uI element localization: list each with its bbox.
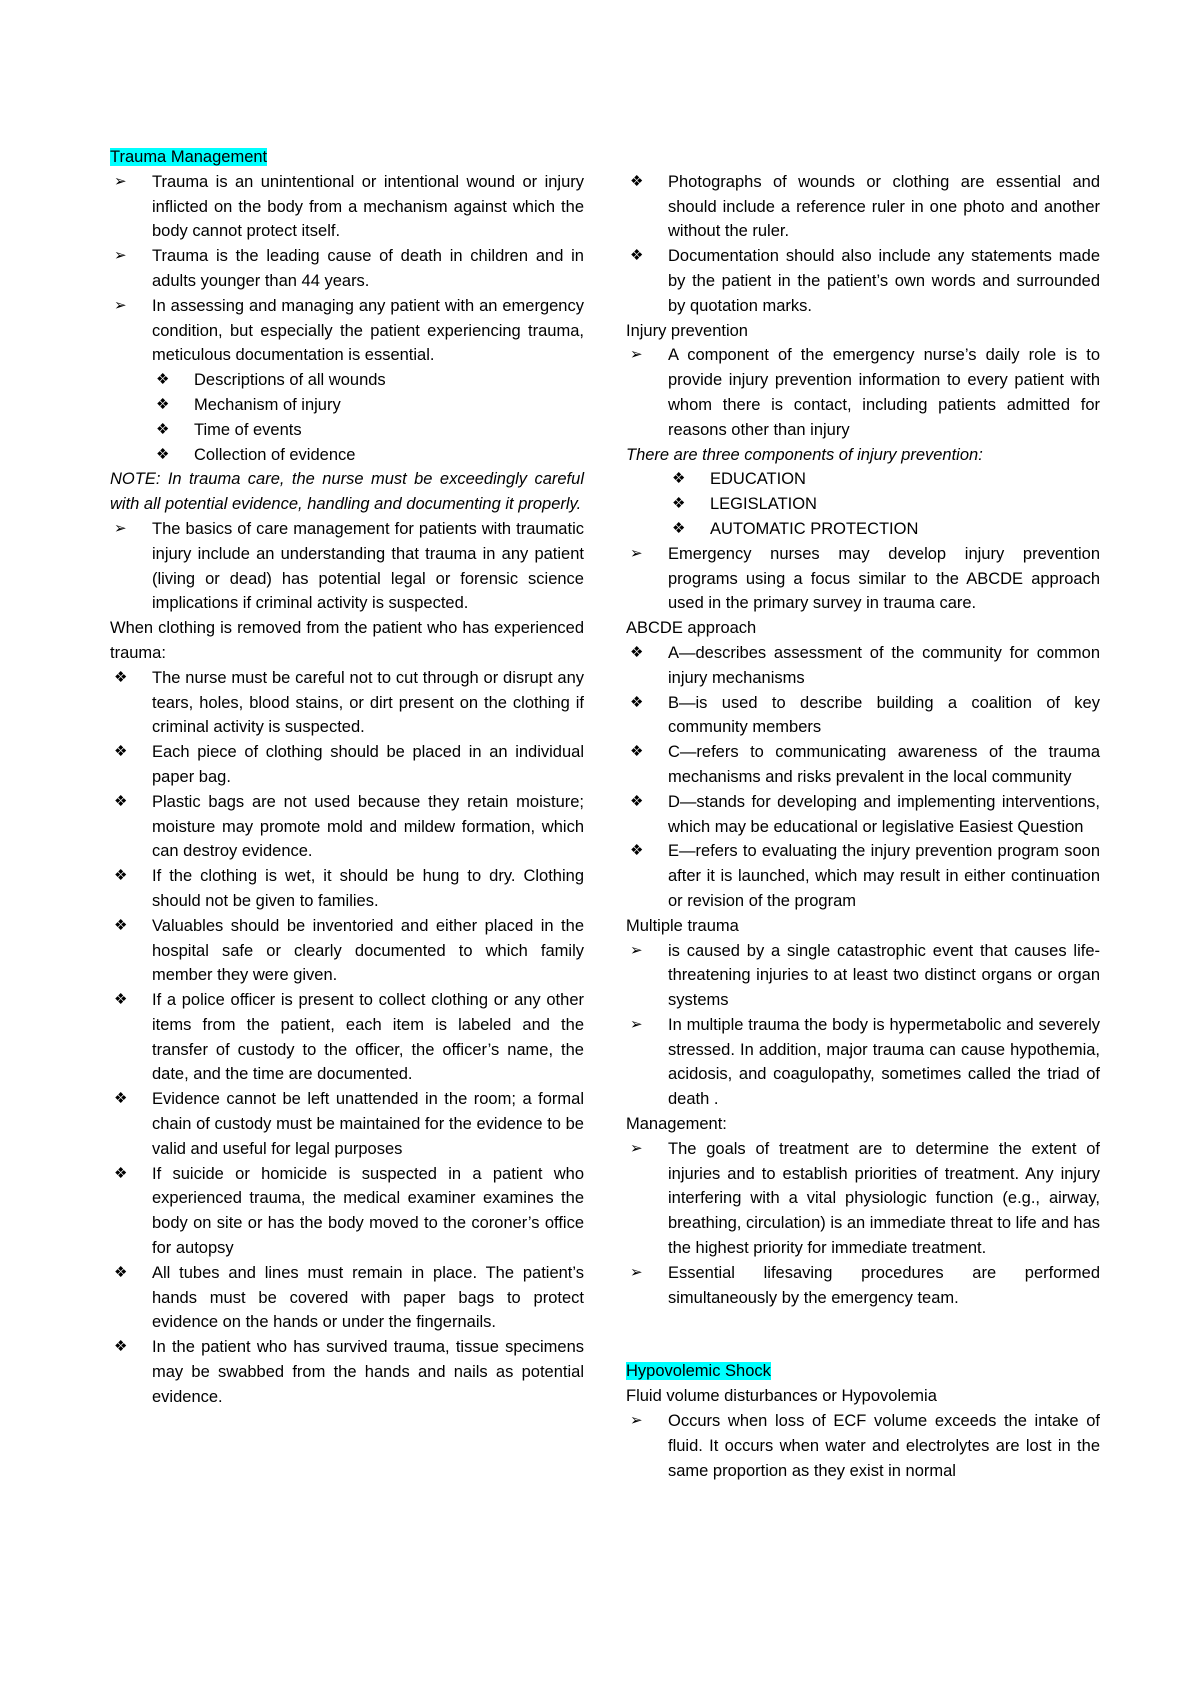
- arrow-bullet-icon: ➢: [114, 519, 127, 537]
- components-note: There are three components of injury prevention:: [626, 445, 983, 464]
- clothing-item: ❖ Each piece of clothing should be placed in an individual paper bag.: [110, 740, 584, 790]
- fluid-volume-heading: Fluid volume disturbances or Hypovolemia: [626, 1387, 937, 1406]
- abcde-item: ❖ C—refers to communicating awareness of the trauma mechanisms and risks prevalent in the local community: [626, 740, 1100, 790]
- component-item: ❖ LEGISLATION: [626, 492, 1100, 517]
- clothing-item: ❖ Plastic bags are not used because they retain moisture; moisture may promote mold and mildew formation, which can destroy evidence.: [110, 790, 584, 864]
- clothing-item: ❖ If a police officer is present to collect clothing or any other items from the patient, each item is labeled and the transfer of custody to the officer, the officer’s name, the date, and the time are documented.: [110, 988, 584, 1087]
- diamond-bullet-icon: ❖: [672, 519, 686, 537]
- management-item: ➢ Essential lifesaving procedures are performed simultaneously by the emergency team.: [626, 1261, 1100, 1311]
- diamond-bullet-icon: ❖: [630, 842, 644, 860]
- arrow-bullet-icon: ➢: [630, 1263, 643, 1281]
- diamond-bullet-icon: ❖: [114, 867, 128, 885]
- basics-item: ➢ The basics of care management for patients with traumatic injury include an understanding that trauma in any patient (living or dead) has potential legal or forensic science implications if criminal activity is suspected.: [110, 517, 584, 616]
- right-column: [626, 145, 1100, 1483]
- diamond-bullet-icon: ❖: [672, 495, 686, 513]
- documentation-item: ❖ Mechanism of injury: [110, 393, 584, 418]
- clothing-item: ❖ The nurse must be careful not to cut through or disrupt any tears, holes, blood stains, or dirt present on the clothing if criminal activity is suspected.: [110, 666, 584, 740]
- abcde-item: ❖ B—is used to describe building a coalition of key community members: [626, 691, 1100, 741]
- documentation-item: ❖ Collection of evidence: [110, 443, 584, 468]
- abcde-item: ❖ A—describes assessment of the community for common injury mechanisms: [626, 641, 1100, 691]
- abcde-heading: ABCDE approach: [626, 619, 757, 638]
- diamond-bullet-icon: ❖: [114, 1090, 128, 1108]
- diamond-bullet-icon: ❖: [630, 172, 644, 190]
- documentation-item: ❖ Time of events: [110, 418, 584, 443]
- diamond-bullet-icon: ❖: [672, 470, 686, 488]
- photo-item: ❖ Photographs of wounds or clothing are essential and should include a reference ruler in one photo and another without the ruler.: [626, 170, 1100, 244]
- documentation-item: ❖ Descriptions of all wounds: [110, 368, 584, 393]
- diamond-bullet-icon: ❖: [156, 420, 170, 438]
- diamond-bullet-icon: ❖: [156, 445, 170, 463]
- multiple-trauma-heading: Multiple trauma: [626, 916, 739, 935]
- component-item: ❖ EDUCATION: [626, 467, 1100, 492]
- multiple-trauma-item: ➢ is caused by a single catastrophic event that causes life-threatening injuries to at least two distinct organs or organ systems: [626, 939, 1100, 1013]
- arrow-bullet-icon: ➢: [114, 247, 127, 265]
- diamond-bullet-icon: ❖: [114, 668, 128, 686]
- component-item: ❖ AUTOMATIC PROTECTION: [626, 517, 1100, 542]
- injury-prevention-heading: Injury prevention: [626, 321, 748, 340]
- arrow-bullet-icon: ➢: [114, 296, 127, 314]
- clothing-item: ❖ In the patient who has survived trauma, tissue specimens may be swabbed from the hands and nails as potential evidence.: [110, 1335, 584, 1409]
- arrow-bullet-icon: ➢: [630, 346, 643, 364]
- abcde-item: ❖ E—refers to evaluating the injury prevention program soon after it is launched, which may result in either continuation or revision of the program: [626, 839, 1100, 913]
- management-heading: Management:: [626, 1115, 727, 1134]
- diamond-bullet-icon: ❖: [114, 1164, 128, 1182]
- diamond-bullet-icon: ❖: [114, 792, 128, 810]
- clothing-heading: When clothing is removed from the patient who has experienced trauma:: [110, 619, 584, 662]
- multiple-trauma-item: ➢ In multiple trauma the body is hypermetabolic and severely stressed. In addition, major trauma can cause hypothemia, acidosis, and coagulopathy, sometimes called the triad of death .: [626, 1013, 1100, 1112]
- arrow-bullet-icon: ➢: [114, 172, 127, 190]
- diamond-bullet-icon: ❖: [114, 1338, 128, 1356]
- intro-item: ➢ Trauma is an unintentional or intentional wound or injury inflicted on the body from a mechanism against which the body cannot protect itself.: [110, 170, 584, 244]
- arrow-bullet-icon: ➢: [630, 1015, 643, 1033]
- arrow-bullet-icon: ➢: [630, 1139, 643, 1157]
- arrow-bullet-icon: ➢: [630, 1412, 643, 1430]
- diamond-bullet-icon: ❖: [630, 643, 644, 661]
- diamond-bullet-icon: ❖: [630, 693, 644, 711]
- diamond-bullet-icon: ❖: [630, 792, 644, 810]
- clothing-item: ❖ If suicide or homicide is suspected in a patient who experienced trauma, the medical examiner examines the body on site or has the body moved to the coroner’s office for autopsy: [110, 1162, 584, 1261]
- diamond-bullet-icon: ❖: [156, 371, 170, 389]
- diamond-bullet-icon: ❖: [114, 743, 128, 761]
- trauma-management-title: Trauma Management: [110, 148, 268, 166]
- section-spacer: [626, 1310, 1100, 1359]
- clothing-item: ❖ If the clothing is wet, it should be hung to dry. Clothing should not be given to families.: [110, 864, 584, 914]
- arrow-bullet-icon: ➢: [630, 544, 643, 562]
- intro-item: ➢ In assessing and managing any patient with an emergency condition, but especially the patient experiencing trauma, meticulous documentation is essential.: [110, 294, 584, 368]
- diamond-bullet-icon: ❖: [156, 395, 170, 413]
- photo-item: ❖ Documentation should also include any statements made by the patient in the patient’s own words and surrounded by quotation marks.: [626, 244, 1100, 318]
- hypovolemic-shock-title: Hypovolemic Shock: [626, 1362, 771, 1381]
- management-item: ➢ The goals of treatment are to determine the extent of injuries and to establish priorities of treatment. Any injury interfering with a vital physiologic function (e.g., airway, breathing, circulation) is an immediate threat to life and has the highest priority for immediate treatment.: [626, 1137, 1100, 1261]
- diamond-bullet-icon: ❖: [114, 1263, 128, 1281]
- diamond-bullet-icon: ❖: [114, 991, 128, 1009]
- diamond-bullet-icon: ❖: [630, 247, 644, 265]
- abcde-item: ❖ D—stands for developing and implementing interventions, which may be educational or legislative Easiest Question: [626, 790, 1100, 840]
- diamond-bullet-icon: ❖: [114, 916, 128, 934]
- intro-item: ➢ Trauma is the leading cause of death in children and in adults younger than 44 years.: [110, 244, 584, 294]
- trauma-care-note: NOTE: In trauma care, the nurse must be exceedingly careful with all potential evidence, handling and documenting it properly.: [110, 470, 584, 514]
- injury-prevention-item: ➢ A component of the emergency nurse’s daily role is to provide injury prevention information to every patient with whom there is contact, including patients admitted for reasons other than injury: [626, 343, 1100, 442]
- fluid-volume-item: ➢ Occurs when loss of ECF volume exceeds the intake of fluid. It occurs when water and electrolytes are lost in the same proportion as they exist in normal: [626, 1409, 1100, 1483]
- clothing-item: ❖ Valuables should be inventoried and either placed in the hospital safe or clearly documented to which family member they were given.: [110, 914, 584, 988]
- left-column: [110, 145, 584, 1410]
- diamond-bullet-icon: ❖: [630, 743, 644, 761]
- programs-item: ➢ Emergency nurses may develop injury prevention programs using a focus similar to the ABCDE approach used in the primary survey in trauma care.: [626, 542, 1100, 616]
- clothing-item: ❖ All tubes and lines must remain in place. The patient’s hands must be covered with paper bags to protect evidence on the hands or under the fingernails.: [110, 1261, 584, 1335]
- arrow-bullet-icon: ➢: [630, 941, 643, 959]
- clothing-item: ❖ Evidence cannot be left unattended in the room; a formal chain of custody must be maintained for the evidence to be valid and useful for legal purposes: [110, 1087, 584, 1161]
